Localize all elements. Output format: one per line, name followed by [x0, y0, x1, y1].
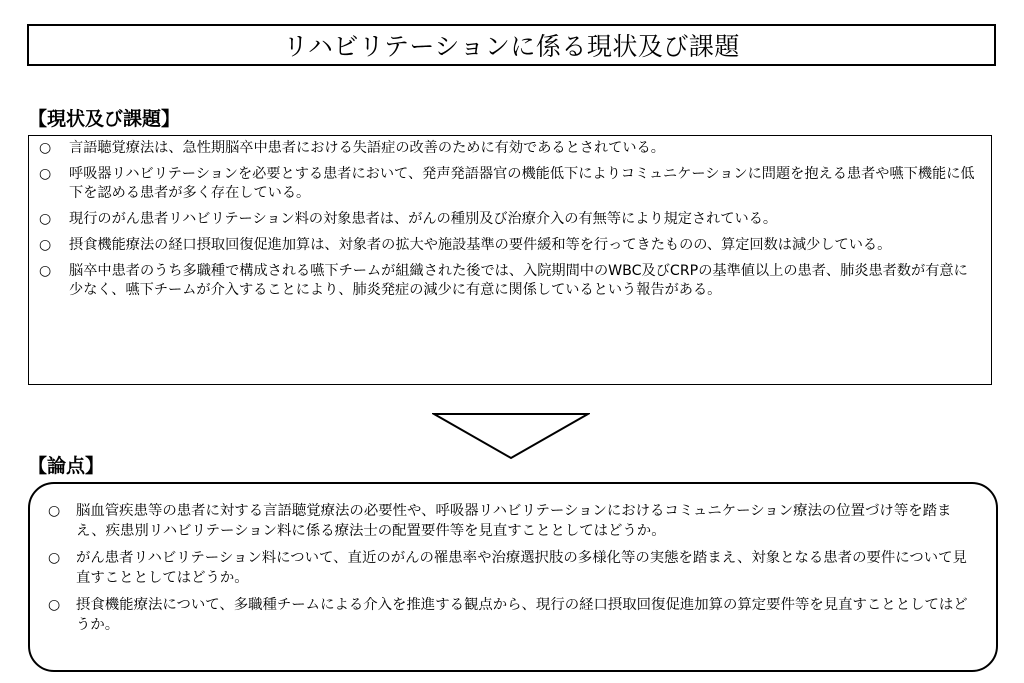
issues-item-2 [48, 549, 976, 588]
status-item-1 [39, 139, 979, 158]
issues-section-heading: 【論点】 [28, 455, 105, 477]
issues-box [28, 482, 998, 672]
bullet-circle-icon: ○ [39, 140, 52, 156]
status-item-text: 現行のがん患者リハビリテーション料の対象患者は、がんの種別及び治療介入の有無等により規定されている。 [69, 211, 778, 227]
issues-item-text: がん患者リハビリテーション料について、直近のがんの罹患率や治療選択肢の多様化等の実態を踏まえ、対象となる患者の要件について見直すこととしてはどうか。 [76, 550, 967, 586]
status-item-5 [39, 262, 979, 300]
page-title: リハビリテーションに係る現状及び課題 [27, 24, 996, 66]
status-item-2 [39, 165, 979, 203]
status-item-text: 呼吸器リハビリテーションを必要とする患者において、発声発語器官の機能低下によりコミュニケーションに問題を抱える患者や嚥下機能に低下を認める患者が多く存在している。 [69, 166, 975, 201]
status-item-text: 脳卒中患者のうち多職種で構成される嚥下チームが組織された後では、入院期間中のWBC及びCRPの基準値以上の患者、肺炎患者数が有意に少なく、嚥下チームが介入することにより、肺炎発症の減少に有意に関係しているという報告がある。 [69, 263, 968, 298]
status-item-text: 言語聴覚療法は、急性期脳卒中患者における失語症の改善のために有効であるとされている。 [69, 140, 665, 156]
status-box [28, 135, 992, 385]
status-item-3 [39, 210, 979, 229]
bullet-circle-icon: ○ [39, 166, 52, 182]
issues-item-3 [48, 596, 976, 635]
bullet-circle-icon: ○ [39, 211, 52, 227]
status-item-4 [39, 236, 979, 255]
bullet-circle-icon: ○ [39, 263, 52, 279]
issues-item-text: 摂食機能療法について、多職種チームによる介入を推進する観点から、現行の経口摂取回復促進加算の算定要件等を見直すこととしてはどうか。 [76, 597, 968, 633]
bullet-circle-icon: ○ [48, 597, 61, 613]
status-section-heading: 【現状及び課題】 [28, 108, 181, 130]
issues-item-text: 脳血管疾患等の患者に対する言語聴覚療法の必要性や、呼吸器リハビリテーションにおけるコミュニケーション療法の位置づけ等を踏まえ、疾患別リハビリテーション料に係る療法士の配置要件等を見直すこととしてはどうか。 [76, 503, 952, 539]
down-arrow-icon [432, 412, 590, 460]
bullet-circle-icon: ○ [39, 237, 52, 253]
bullet-circle-icon: ○ [48, 550, 61, 566]
issues-item-1 [48, 502, 976, 541]
status-item-text: 摂食機能療法の経口摂取回復促進加算は、対象者の拡大や施設基準の要件緩和等を行ってきたものの、算定回数は減少している。 [69, 237, 892, 253]
bullet-circle-icon: ○ [48, 503, 61, 519]
